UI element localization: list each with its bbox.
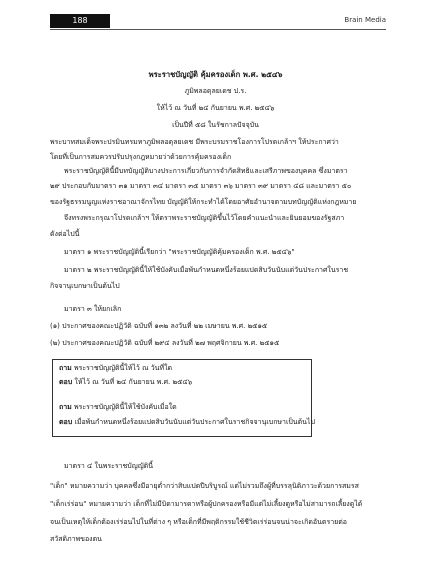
section-2-line: มาตรา ๒ พระราชบัญญัตินี้ให้ใช้บังคับเมื่อพ้นกำหนดหนึ่งร้อยแปดสิบวันนับแต่วันประกาศในราช xyxy=(64,266,349,274)
section-4-heading: มาตรา ๔ ในพระราชบัญญัตินี้ xyxy=(64,462,154,470)
reign-year: เป็นปีที่ ๕๘ ในรัชกาลปัจจุบัน xyxy=(172,121,259,129)
preamble-line: จึงทรงพระกรุณาโปรดเกล้าฯ ให้ตราพระราชบัญญัติขึ้นไว้โดยคำแนะนำและยินยอมของรัฐสภา xyxy=(64,214,345,222)
preamble-line: ๒๙ ประกอบกับมาตรา ๓๑ มาตรา ๓๔ มาตรา ๓๕ มาตรา ๓๖ มาตรา ๓๙ มาตรา ๔๘ และมาตรา ๕๐ xyxy=(50,182,352,190)
question-label: ถาม xyxy=(59,403,72,411)
section-4-line: "เด็กเร่ร่อน" หมายความว่า เด็กที่ไม่มีบิดามารดาหรือผู้ปกครองหรือมีแต่ไม่เลี้ยงดูหรือไม่สามารถเลี้ยงดูได้ xyxy=(50,500,363,508)
preamble-line: ดังต่อไปนี้ xyxy=(50,230,80,238)
question-text: พระราชบัญญัตินี้ให้ไว้ ณ วันที่ใด xyxy=(74,364,173,372)
section-4-line: สวัสดิภาพของตน xyxy=(50,535,102,543)
document-title: พระราชบัญญัติ คุ้มครองเด็ก พ.ศ. ๒๕๔๖ xyxy=(148,70,283,79)
qa-note-box xyxy=(52,359,315,437)
qa-answer-2 xyxy=(59,418,315,427)
given-date: ให้ไว้ ณ วันที่ ๒๔ กันยายน พ.ศ. ๒๕๔๖ xyxy=(156,104,275,112)
question-label: ถาม xyxy=(59,364,72,372)
repeal-item-1: (๑) ประกาศของคณะปฏิวัติ ฉบับที่ ๑๓๒ ลงวันที่ ๒๒ เมษายน พ.ศ. ๒๕๑๕ xyxy=(50,322,268,330)
answer-text: ให้ไว้ ณ วันที่ ๒๔ กันยายน พ.ศ. ๒๕๔๖ xyxy=(74,378,193,386)
header-rule xyxy=(50,29,386,30)
preamble-line: โดยที่เป็นการสมควรปรับปรุงกฎหมายว่าด้วยการคุ้มครองเด็ก xyxy=(50,153,232,161)
preamble-line: พระราชบัญญัตินี้มีบทบัญญัติบางประการเกี่ยวกับการจำกัดสิทธิและเสรีภาพของบุคคล ซึ่งมาตรา xyxy=(64,167,348,175)
section-4-line: จนเป็นเหตุให้เด็กต้องเร่ร่อนไปในที่ต่าง ๆ หรือเด็กที่มีพฤติกรรมใช้ชีวิตเร่ร่อนจนน่าจะเกิดอันตรายต่อ xyxy=(50,518,347,526)
answer-text: เมื่อพ้นกำหนดหนึ่งร้อยแปดสิบวันนับแต่วันประกาศในราชกิจจานุเบกษาเป็นต้นไป xyxy=(74,418,315,426)
qa-question-2 xyxy=(59,403,177,412)
section-3: มาตรา ๓ ให้ยกเลิก xyxy=(64,305,122,313)
section-4-line: "เด็ก" หมายความว่า บุคคลซึ่งมีอายุต่ำกว่าสิบแปดปีบริบูรณ์ แต่ไม่รวมถึงผู้ที่บรรลุนิติภาวะด้วยการสมรส xyxy=(50,482,359,490)
section-1: มาตรา ๑ พระราชบัญญัตินี้เรียกว่า "พระราชบัญญัติคุ้มครองเด็ก พ.ศ. ๒๕๔๖" xyxy=(64,248,295,256)
king-name: ภูมิพลอดุลยเดช ป.ร. xyxy=(184,87,247,95)
section-2-line: กิจจานุเบกษาเป็นต้นไป xyxy=(50,282,120,290)
preamble-line: ของรัฐธรรมนูญแห่งราชอาณาจักรไทย บัญญัติให้กระทำได้โดยอาศัยอำนาจตามบทบัญญัติแห่งกฎหมาย xyxy=(50,198,357,206)
question-text: พระราชบัญญัตินี้ให้ใช้บังคับเมื่อใด xyxy=(74,403,177,411)
brand-label: Brain Media xyxy=(344,16,386,24)
preamble-line: พระบาทสมเด็จพระปรมินทรมหาภูมิพลอดุลยเดช มีพระบรมราชโองการโปรดเกล้าฯ ให้ประกาศว่า xyxy=(50,138,339,146)
qa-question-1 xyxy=(59,364,172,373)
page-number: 188 xyxy=(50,14,110,28)
answer-label: ตอบ xyxy=(59,378,73,386)
qa-answer-1 xyxy=(59,378,192,387)
repeal-item-2: (๒) ประกาศของคณะปฏิวัติ ฉบับที่ ๒๙๔ ลงวันที่ ๒๗ พฤศจิกายน พ.ศ. ๒๕๑๕ xyxy=(50,339,280,347)
answer-label: ตอบ xyxy=(59,418,73,426)
